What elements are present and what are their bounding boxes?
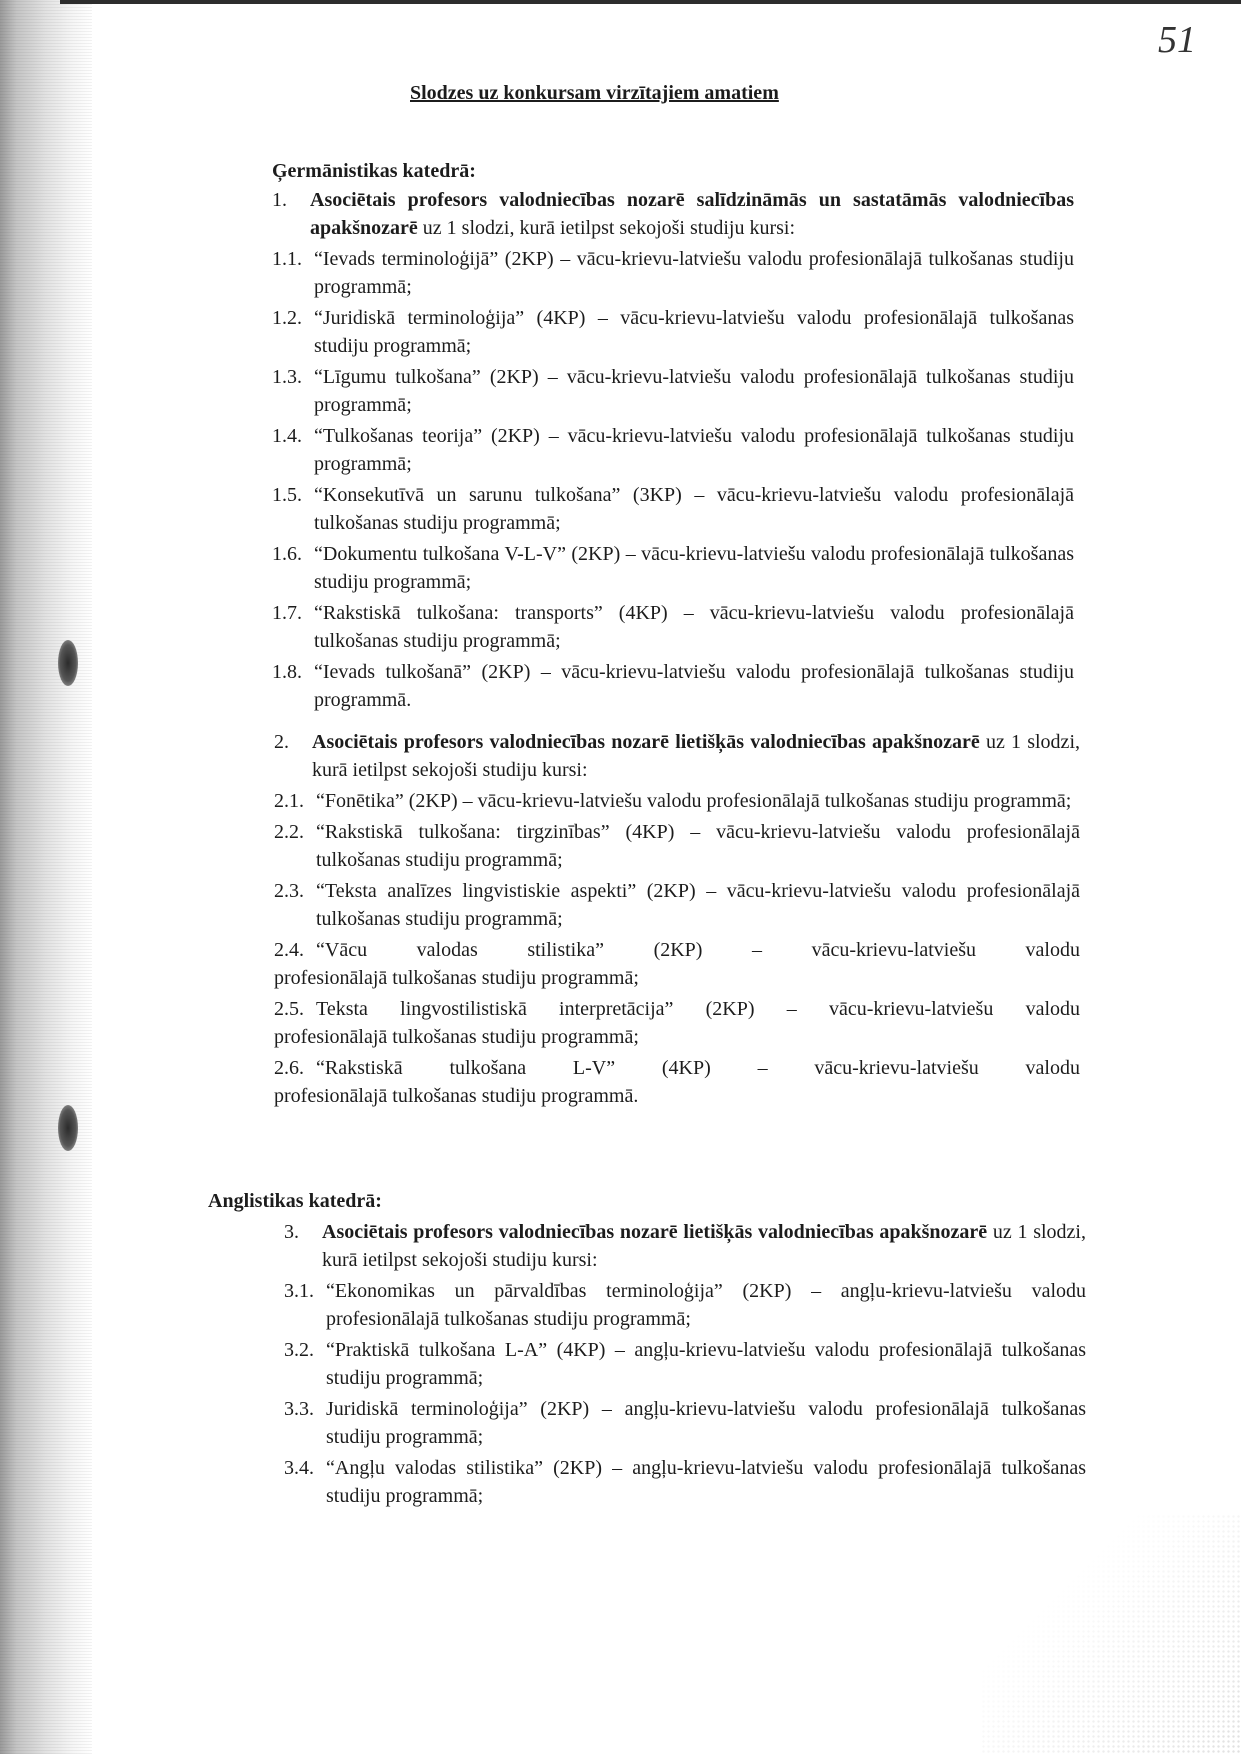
course-item	[272, 481, 1074, 537]
course-number: 1.8.	[272, 661, 302, 683]
scan-noise	[981, 1514, 1241, 1754]
binding-edge	[0, 0, 92, 1754]
course-number: 2.2.	[274, 821, 304, 843]
course-text: “Angļu valodas stilistika” (2KP) – angļu-krievu-latviešu valodu profesionālajā tulkošanas studiju programmā;	[326, 1457, 1086, 1507]
course-text: Juridiskā terminoloģija” (2KP) – angļu-krievu-latviešu valodu profesionālajā tulkošanas studiju programmā;	[326, 1398, 1086, 1448]
course-number: 1.5.	[272, 484, 302, 506]
course-text: “Teksta analīzes lingvistiskie aspekti” (2KP) – vācu-krievu-latviešu valodu profesionālajā tulkošanas studiju programmā;	[316, 880, 1080, 930]
course-number: 3.1.	[284, 1280, 314, 1302]
course-item	[272, 599, 1074, 655]
position-heading	[274, 728, 1080, 784]
course-number: 3.4.	[284, 1457, 314, 1479]
course-item	[274, 995, 1080, 1051]
course-number: 3.3.	[284, 1398, 314, 1420]
scan-top-border	[60, 0, 1241, 4]
course-text-continued: profesionālajā tulkošanas studiju programmā;	[274, 1026, 639, 1048]
course-text: “Ievads tulkošanā” (2KP) – vācu-krievu-latviešu valodu profesionālajā tulkošanas studiju programmā.	[314, 661, 1074, 711]
position-number: 3.	[284, 1221, 299, 1243]
page-title: Slodzes uz konkursam virzītajiem amatiem	[410, 82, 779, 104]
course-number: 1.3.	[272, 366, 302, 388]
course-number: 1.4.	[272, 425, 302, 447]
course-number: 1.1.	[272, 248, 302, 270]
punch-hole	[58, 640, 78, 686]
page-number: 51	[1158, 19, 1196, 61]
course-text: “Līgumu tulkošana” (2KP) – vācu-krievu-latviešu valodu profesionālajā tulkošanas studiju programmā;	[314, 366, 1074, 416]
course-item	[284, 1454, 1086, 1510]
course-text: “Praktiskā tulkošana L-A” (4KP) – angļu-krievu-latviešu valodu profesionālajā tulkošanas studiju programmā;	[326, 1339, 1086, 1389]
course-text: Teksta lingvostilistiskā interpretācija” (2KP) – vācu-krievu-latviešu valodu	[316, 998, 1080, 1020]
course-item	[284, 1277, 1086, 1333]
course-text: “Fonētika” (2KP) – vācu-krievu-latviešu valodu profesionālajā tulkošanas studiju programmā;	[316, 790, 1072, 812]
punch-hole	[58, 1105, 78, 1151]
course-item	[272, 422, 1074, 478]
course-text: “Rakstiskā tulkošana L-V” (4KP) – vācu-krievu-latviešu valodu	[316, 1057, 1080, 1079]
course-text: “Rakstiskā tulkošana: transports” (4KP) – vācu-krievu-latviešu valodu profesionālajā tulkošanas studiju programmā;	[314, 602, 1074, 652]
course-number: 1.7.	[272, 602, 302, 624]
position-description: uz 1 slodzi, kurā ietilpst sekojoši studiju kursi:	[322, 1221, 1086, 1271]
course-item	[284, 1336, 1086, 1392]
course-number: 2.5.	[274, 998, 304, 1020]
course-number: 1.2.	[272, 307, 302, 329]
position-title: Asociētais profesors valodniecības nozarē lietišķās valodniecības apakšnozarē	[312, 731, 980, 753]
course-item	[284, 1395, 1086, 1451]
position-number: 2.	[274, 731, 289, 753]
course-number: 2.3.	[274, 880, 304, 902]
department-heading: Anglistikas katedrā:	[208, 1190, 382, 1212]
course-text-continued: profesionālajā tulkošanas studiju programmā.	[274, 1085, 639, 1107]
course-text: “Ievads terminoloģijā” (2KP) – vācu-krievu-latviešu valodu profesionālajā tulkošanas studiju programmā;	[314, 248, 1074, 298]
course-text: “Rakstiskā tulkošana: tirgzinības” (4KP) – vācu-krievu-latviešu valodu profesionālajā tulkošanas studiju programmā;	[316, 821, 1080, 871]
position-description: uz 1 slodzi, kurā ietilpst sekojoši studiju kursi:	[417, 217, 795, 239]
department-heading: Ģermānistikas katedrā:	[272, 160, 476, 182]
course-text-continued: profesionālajā tulkošanas studiju programmā;	[274, 967, 639, 989]
course-item	[274, 877, 1080, 933]
course-number: 3.2.	[284, 1339, 314, 1361]
position-heading	[284, 1218, 1086, 1274]
course-text: “Konsekutīvā un sarunu tulkošana” (3KP) – vācu-krievu-latviešu valodu profesionālajā tulkošanas studiju programmā;	[314, 484, 1074, 534]
position-block	[272, 186, 1074, 717]
course-number: 1.6.	[272, 543, 302, 565]
course-item	[274, 787, 1080, 815]
position-block	[284, 1218, 1086, 1513]
course-text: “Dokumentu tulkošana V-L-V” (2KP) – vācu-krievu-latviešu valodu profesionālajā tulkošanas studiju programmā;	[314, 543, 1074, 593]
course-text: “Juridiskā terminoloģija” (4KP) – vācu-krievu-latviešu valodu profesionālajā tulkošanas studiju programmā;	[314, 307, 1074, 357]
course-item	[274, 936, 1080, 992]
course-item	[274, 1054, 1080, 1110]
course-text: “Vācu valodas stilistika” (2KP) – vācu-krievu-latviešu valodu	[316, 939, 1080, 961]
course-item	[272, 363, 1074, 419]
course-item	[272, 540, 1074, 596]
course-text: “Ekonomikas un pārvaldības terminoloģija” (2KP) – angļu-krievu-latviešu valodu profesionālajā tulkošanas studiju programmā;	[326, 1280, 1086, 1330]
course-number: 2.4.	[274, 939, 304, 961]
course-item	[272, 658, 1074, 714]
position-title: Asociētais profesors valodniecības nozarē salīdzināmās un sastatāmās valodniecības apakšnozarē	[310, 189, 1074, 239]
course-number: 2.6.	[274, 1057, 304, 1079]
position-heading	[272, 186, 1074, 242]
course-item	[272, 304, 1074, 360]
course-number: 2.1.	[274, 790, 304, 812]
course-item	[274, 818, 1080, 874]
course-item	[272, 245, 1074, 301]
course-text: “Tulkošanas teorija” (2KP) – vācu-krievu-latviešu valodu profesionālajā tulkošanas studiju programmā;	[314, 425, 1074, 475]
position-title: Asociētais profesors valodniecības nozarē lietišķās valodniecības apakšnozarē	[322, 1221, 988, 1243]
position-description: uz 1 slodzi, kurā ietilpst sekojoši studiju kursi:	[312, 731, 1080, 781]
position-block	[274, 728, 1080, 1113]
position-number: 1.	[272, 189, 287, 211]
